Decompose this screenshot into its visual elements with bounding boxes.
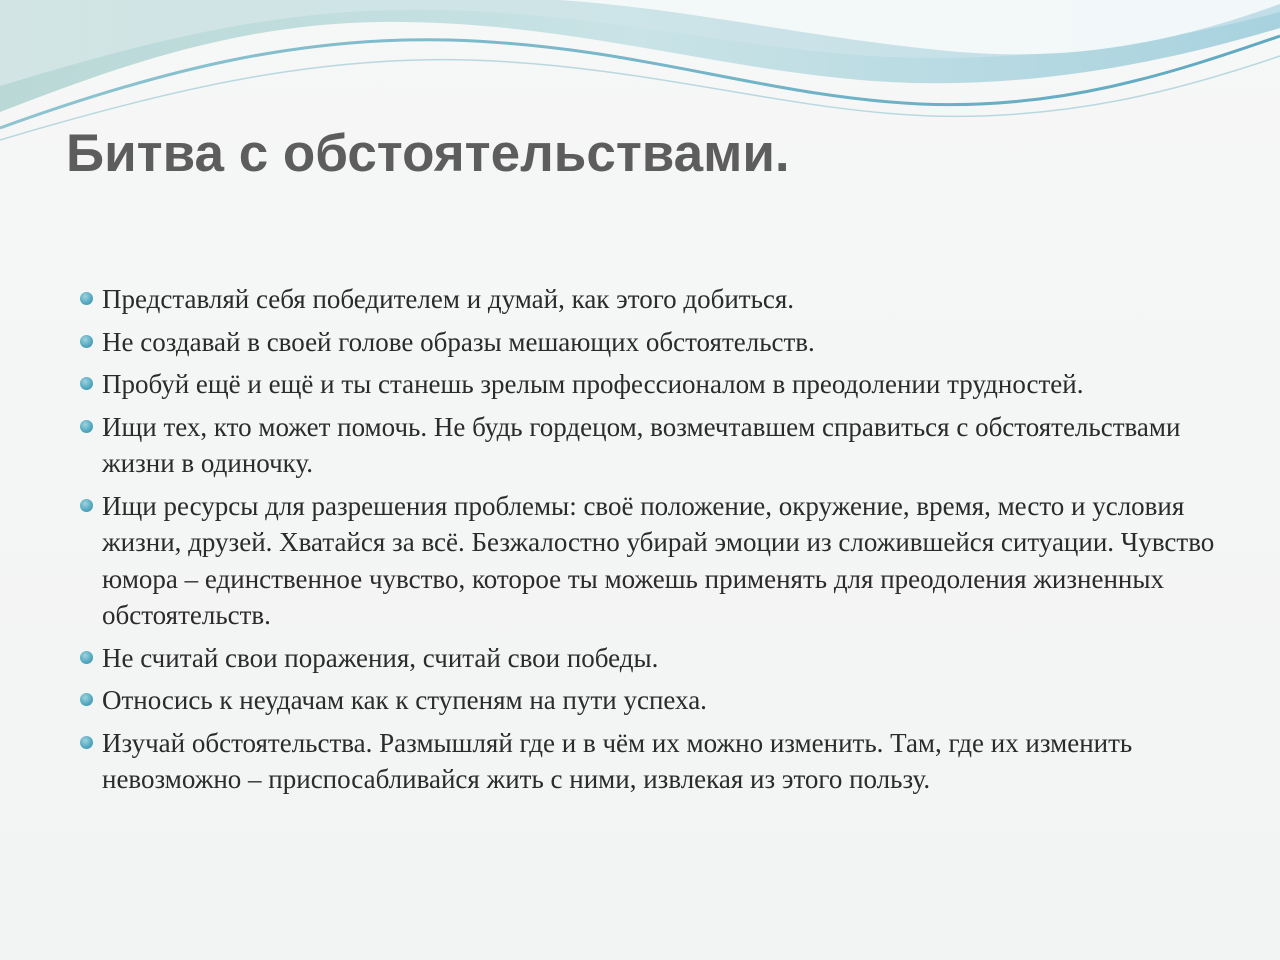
list-item [78, 366, 1218, 403]
bullet-text: Представляй себя победителем и думай, как этого добиться. [102, 284, 795, 314]
list-item [78, 281, 1218, 318]
bullet-dot-icon [80, 335, 93, 348]
bullet-dot-icon [80, 736, 93, 749]
slide-title: Битва с обстоятельствами. [66, 124, 790, 183]
list-item [78, 640, 1218, 677]
bullet-text: Не создавай в своей голове образы мешающих обстоятельств. [102, 326, 815, 357]
bullet-text: Пробуй ещё и ещё и ты станешь зрелым профессионалом в преодолении трудностей. [102, 369, 1084, 399]
bullet-dot-icon [80, 693, 93, 706]
bullet-text: Не считай свои поражения, считай свои победы. [102, 642, 659, 673]
bullet-dot-icon [80, 420, 93, 433]
list-item [78, 324, 1218, 361]
bullet-dot-icon [80, 499, 93, 512]
bullet-list [78, 281, 1218, 804]
list-item [78, 682, 1218, 719]
bullet-text: Ищи тех, кто может помочь. Не будь гордецом, возмечтавшем справиться с обстоятельствами жизни в одиночку. [102, 411, 1181, 478]
bullet-text: Изучай обстоятельства. Размышляй где и в чём их можно изменить. Там, где их изменить невозможно – приспосабливайся жить с ними, извлекая из этого пользу. [102, 727, 1133, 794]
list-item [78, 409, 1218, 482]
bullet-text: Относись к неудачам как к ступеням на пути успеха. [102, 685, 707, 715]
bullet-dot-icon [80, 651, 93, 664]
list-item [78, 725, 1218, 798]
bullet-dot-icon [80, 377, 93, 390]
list-item [78, 488, 1218, 634]
bullet-text: Ищи ресурсы для разрешения проблемы: своё положение, окружение, время, место и условия жизни, друзей. Хватайся за всё. Безжалостно убирай эмоции из сложившейся ситуации. Чувство юмора – единственное чувство, которое ты можешь применять для преодоления жизненных обстоятельств. [102, 490, 1215, 630]
bullet-dot-icon [80, 292, 93, 305]
